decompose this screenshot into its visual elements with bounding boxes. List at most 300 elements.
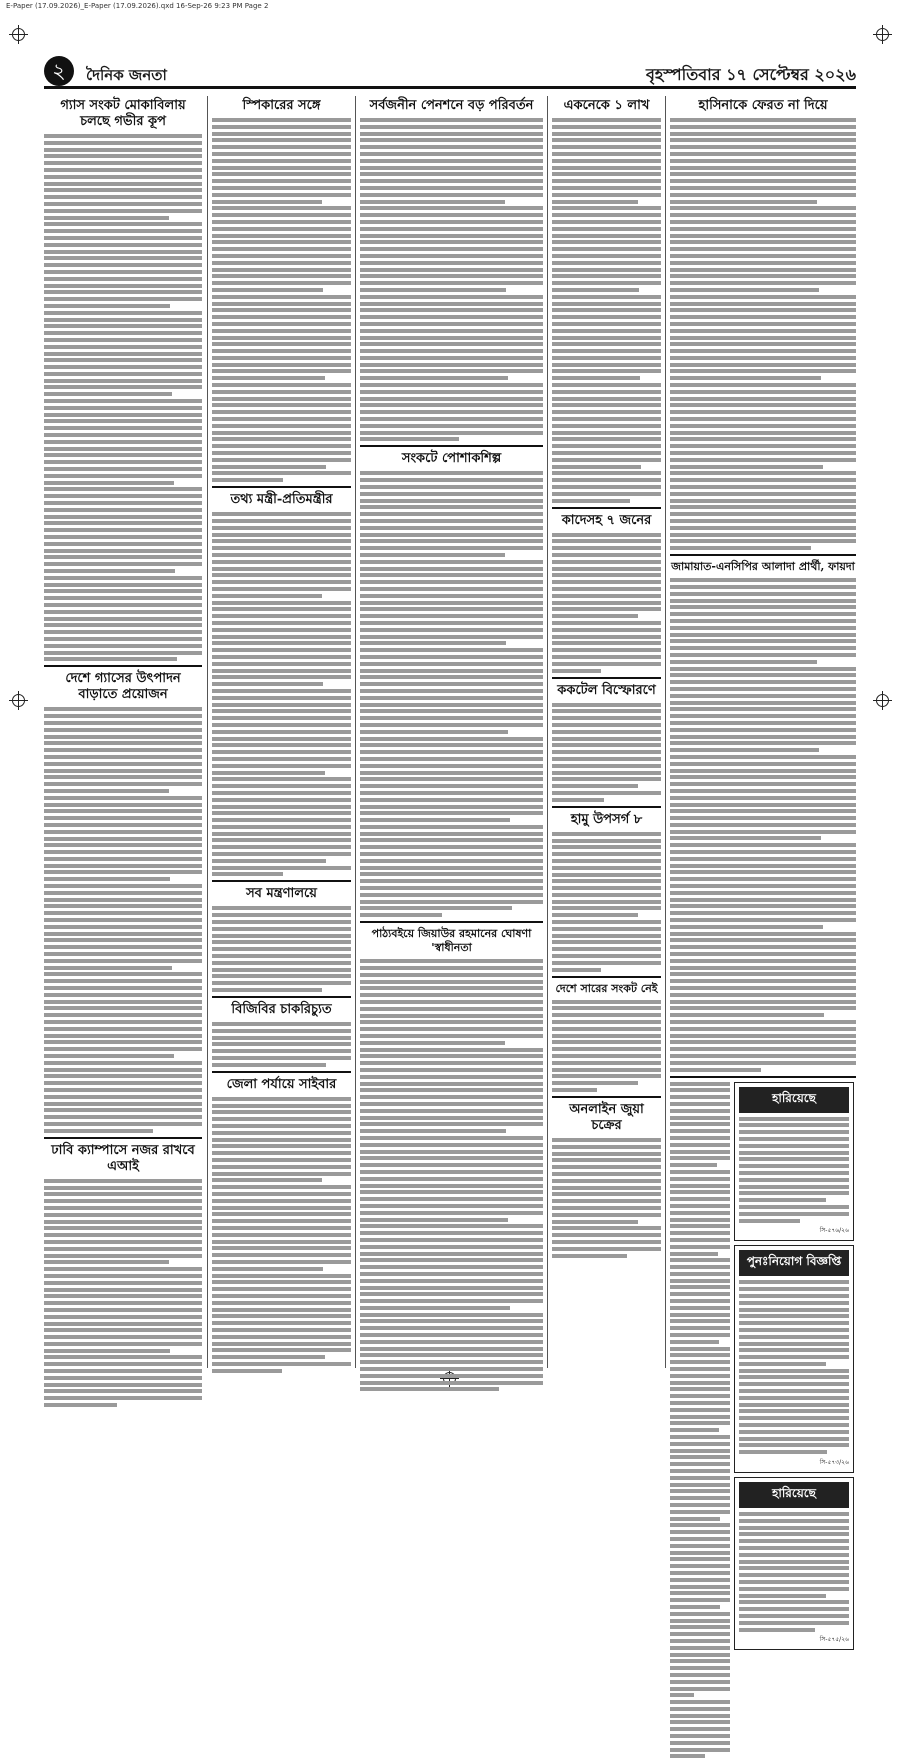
text-line-placeholder [739, 1205, 849, 1209]
text-line-placeholder [360, 1150, 543, 1154]
text-line-placeholder [44, 1274, 202, 1278]
text-line-placeholder [44, 644, 202, 648]
text-line-placeholder [360, 132, 543, 136]
text-line-placeholder [670, 898, 856, 902]
text-line-placeholder [552, 587, 661, 591]
text-line-placeholder [739, 1512, 849, 1516]
text-line-placeholder [670, 1741, 730, 1745]
text-line-placeholder [670, 356, 856, 360]
text-line-placeholder [739, 1573, 849, 1577]
text-line-placeholder [670, 803, 856, 807]
article-body [670, 1082, 730, 1759]
article-body [552, 118, 661, 503]
text-line-placeholder [44, 250, 202, 254]
text-line-placeholder [670, 1693, 694, 1697]
text-line-placeholder [212, 675, 351, 679]
text-line-placeholder [212, 1274, 351, 1278]
text-line-placeholder [552, 1179, 661, 1183]
text-line-placeholder [670, 1061, 856, 1065]
page-number: ২ [44, 56, 74, 86]
text-line-placeholder [670, 1143, 730, 1147]
text-line-placeholder [360, 1299, 543, 1303]
text-line-placeholder [552, 492, 661, 496]
text-line-placeholder [670, 261, 856, 265]
text-line-placeholder [360, 213, 543, 217]
text-line-placeholder [360, 791, 543, 795]
text-line-placeholder [552, 1226, 661, 1230]
text-line-placeholder [212, 1226, 351, 1230]
divider [552, 976, 661, 978]
text-line-placeholder [552, 431, 661, 435]
text-line-placeholder [44, 1315, 202, 1319]
registration-mark-icon [876, 694, 889, 707]
text-line-placeholder [212, 1294, 351, 1298]
text-line-placeholder [360, 959, 543, 963]
text-line-placeholder [360, 390, 543, 394]
text-line-placeholder [44, 1335, 202, 1339]
text-line-placeholder [44, 555, 202, 559]
text-line-placeholder [670, 1707, 730, 1711]
text-line-placeholder [360, 689, 543, 693]
text-line-placeholder [360, 601, 543, 605]
text-line-placeholder [739, 1416, 849, 1420]
text-line-placeholder [44, 460, 202, 464]
text-line-placeholder [670, 1394, 730, 1398]
text-line-placeholder [670, 891, 856, 895]
text-line-placeholder [212, 587, 351, 591]
text-line-placeholder [360, 1129, 506, 1133]
divider [552, 1096, 661, 1098]
text-line-placeholder [360, 1197, 543, 1201]
text-line-placeholder [670, 227, 856, 231]
text-line-placeholder [212, 805, 351, 809]
text-line-placeholder [670, 1680, 730, 1684]
text-line-placeholder [670, 1279, 730, 1283]
text-line-placeholder [360, 369, 543, 373]
text-line-placeholder [670, 451, 856, 455]
text-line-placeholder [670, 1020, 856, 1024]
text-line-placeholder [552, 560, 661, 564]
lost-ad-heading: হারিয়েছে [739, 1482, 849, 1508]
text-line-placeholder [670, 1598, 730, 1602]
text-line-placeholder [670, 1517, 720, 1521]
text-line-placeholder [670, 274, 856, 278]
text-line-placeholder [212, 662, 351, 666]
text-line-placeholder [670, 612, 856, 616]
text-line-placeholder [360, 424, 543, 428]
text-line-placeholder [670, 911, 856, 915]
text-line-placeholder [552, 703, 661, 707]
text-line-placeholder [670, 728, 856, 732]
text-line-placeholder [44, 911, 202, 915]
text-line-placeholder [360, 437, 459, 441]
text-line-placeholder [212, 342, 351, 346]
text-line-placeholder [552, 383, 661, 387]
text-line-placeholder [212, 1342, 351, 1346]
text-line-placeholder [212, 288, 323, 292]
text-line-placeholder [670, 1040, 856, 1044]
column-rule [207, 96, 208, 1368]
registration-mark-icon [12, 28, 25, 41]
text-line-placeholder [552, 614, 638, 618]
text-line-placeholder [212, 1110, 351, 1114]
divider [212, 996, 351, 998]
text-line-placeholder [44, 134, 202, 138]
text-line-placeholder [212, 777, 351, 781]
text-line-placeholder [552, 628, 661, 632]
text-line-placeholder [670, 1163, 717, 1167]
notice-heading: পুনঃনিয়োগ বিজ্ঞপ্তি [739, 1250, 849, 1276]
text-line-placeholder [44, 562, 202, 566]
text-line-placeholder [212, 791, 351, 795]
text-line-placeholder [44, 311, 202, 315]
text-line-placeholder [44, 837, 202, 841]
text-line-placeholder [44, 714, 202, 718]
text-line-placeholder [44, 610, 202, 614]
text-line-placeholder [670, 403, 856, 407]
text-line-placeholder [44, 569, 175, 573]
text-line-placeholder [670, 1401, 730, 1405]
text-line-placeholder [552, 1192, 661, 1196]
text-line-placeholder [552, 920, 661, 924]
column-rule [355, 96, 356, 1368]
text-line-placeholder [44, 1000, 202, 1004]
text-line-placeholder [739, 1409, 849, 1413]
text-line-placeholder [670, 1503, 730, 1507]
text-line-placeholder [44, 385, 202, 389]
text-line-placeholder [360, 206, 543, 210]
lost-ad-2 [734, 1477, 854, 1650]
text-line-placeholder [670, 410, 856, 414]
text-line-placeholder [44, 945, 202, 949]
text-line-placeholder [360, 757, 543, 761]
text-line-placeholder [360, 913, 442, 917]
text-line-placeholder [552, 839, 661, 843]
text-line-placeholder [212, 635, 351, 639]
text-line-placeholder [552, 329, 661, 333]
text-line-placeholder [360, 879, 543, 883]
text-line-placeholder [670, 1387, 730, 1391]
text-line-placeholder [552, 172, 661, 176]
headline-jamaat-ncp: জামায়াত-এনসিপির আলাদা প্রার্থী, ফায়দা [671, 560, 855, 574]
text-line-placeholder [44, 481, 174, 485]
text-line-placeholder [552, 1206, 661, 1210]
text-line-placeholder [212, 553, 351, 557]
text-line-placeholder [670, 1374, 730, 1378]
text-line-placeholder [44, 986, 202, 990]
text-line-placeholder [670, 701, 856, 705]
text-line-placeholder [552, 961, 661, 965]
text-line-placeholder [212, 689, 351, 693]
text-line-placeholder [670, 972, 856, 976]
text-line-placeholder [552, 145, 661, 149]
text-line-placeholder [360, 376, 508, 380]
text-line-placeholder [360, 138, 543, 142]
text-line-placeholder [670, 721, 856, 725]
text-line-placeholder [670, 1687, 730, 1691]
text-line-placeholder [360, 254, 543, 258]
text-line-placeholder [739, 1287, 849, 1291]
text-line-placeholder [552, 302, 661, 306]
text-line-placeholder [360, 383, 543, 387]
text-line-placeholder [212, 1212, 351, 1216]
text-line-placeholder [360, 1387, 499, 1391]
text-line-placeholder [212, 329, 351, 333]
text-line-placeholder [44, 762, 202, 766]
text-line-placeholder [360, 1095, 543, 1099]
text-line-placeholder [670, 1530, 730, 1534]
text-line-placeholder [360, 635, 543, 639]
text-line-placeholder [44, 515, 202, 519]
text-line-placeholder [44, 657, 177, 661]
text-line-placeholder [212, 757, 351, 761]
text-line-placeholder [212, 356, 351, 360]
divider [360, 921, 543, 923]
text-line-placeholder [360, 560, 543, 564]
headline-all-ministries: সব মন্ত্রণালয়ে [246, 886, 317, 902]
text-line-placeholder [212, 322, 351, 326]
text-line-placeholder [670, 376, 821, 380]
text-line-placeholder [670, 1449, 730, 1453]
text-line-placeholder [360, 1170, 543, 1174]
text-line-placeholder [360, 1027, 543, 1031]
text-line-placeholder [670, 599, 856, 603]
text-line-placeholder [44, 1040, 202, 1044]
text-line-placeholder [212, 1355, 325, 1359]
text-line-placeholder [670, 458, 856, 462]
text-line-placeholder [360, 315, 543, 319]
text-line-placeholder [670, 166, 856, 170]
text-line-placeholder [360, 1224, 543, 1228]
text-line-placeholder [44, 392, 172, 396]
text-line-placeholder [360, 723, 543, 727]
text-line-placeholder [212, 1178, 322, 1182]
text-line-placeholder [360, 716, 543, 720]
text-line-placeholder [670, 619, 856, 623]
text-line-placeholder [670, 646, 856, 650]
text-line-placeholder [44, 331, 202, 335]
text-line-placeholder [44, 748, 202, 752]
text-line-placeholder [44, 1362, 202, 1366]
text-line-placeholder [670, 762, 856, 766]
text-line-placeholder [44, 154, 202, 158]
text-line-placeholder [212, 784, 351, 788]
text-line-placeholder [670, 1265, 730, 1269]
text-line-placeholder [670, 1367, 730, 1371]
text-line-placeholder [360, 986, 543, 990]
text-line-placeholder [739, 1342, 849, 1346]
text-line-placeholder [360, 145, 543, 149]
text-line-placeholder [360, 478, 543, 482]
text-line-placeholder [44, 966, 172, 970]
text-line-placeholder [670, 234, 856, 238]
text-line-placeholder [670, 145, 856, 149]
text-line-placeholder [360, 1068, 543, 1072]
text-line-placeholder [44, 789, 169, 793]
text-line-placeholder [44, 1081, 202, 1085]
text-line-placeholder [44, 904, 202, 908]
text-line-placeholder [44, 399, 202, 403]
article-body [212, 906, 351, 992]
text-line-placeholder [212, 363, 351, 367]
text-line-placeholder [212, 1219, 351, 1223]
text-line-placeholder [360, 553, 505, 557]
text-line-placeholder [552, 281, 661, 285]
text-line-placeholder [670, 592, 856, 596]
text-line-placeholder [44, 141, 202, 145]
text-line-placeholder [670, 952, 856, 956]
text-line-placeholder [552, 709, 661, 713]
text-line-placeholder [44, 735, 202, 739]
text-line-placeholder [360, 234, 543, 238]
text-line-placeholder [360, 980, 543, 984]
text-line-placeholder [44, 1186, 202, 1190]
text-line-placeholder [670, 383, 856, 387]
text-line-placeholder [670, 775, 856, 779]
text-line-placeholder [212, 1233, 351, 1237]
text-line-placeholder [739, 1560, 849, 1564]
text-line-placeholder [670, 830, 856, 834]
text-line-placeholder [44, 535, 202, 539]
text-line-placeholder [212, 444, 351, 448]
text-line-placeholder [44, 352, 202, 356]
text-line-placeholder [670, 1095, 730, 1099]
text-line-placeholder [739, 1594, 826, 1598]
text-line-placeholder [212, 947, 351, 951]
text-line-placeholder [552, 465, 641, 469]
ad-code: সি-৫৭৩/২৬ [819, 1459, 849, 1467]
text-line-placeholder [552, 274, 661, 278]
text-line-placeholder [44, 338, 202, 342]
text-line-placeholder [44, 925, 202, 929]
text-line-placeholder [552, 1034, 661, 1038]
text-line-placeholder [552, 879, 661, 883]
text-line-placeholder [552, 757, 661, 761]
text-line-placeholder [552, 336, 661, 340]
text-line-placeholder [670, 302, 856, 306]
text-line-placeholder [212, 247, 351, 251]
text-line-placeholder [44, 1281, 202, 1285]
text-line-placeholder [670, 945, 856, 949]
text-line-placeholder [212, 349, 351, 353]
text-line-placeholder [670, 492, 856, 496]
text-line-placeholder [44, 857, 202, 861]
text-line-placeholder [360, 709, 543, 713]
headline-cocktail-blast: ককটেল বিস্ফোরণে [557, 682, 656, 698]
text-line-placeholder [739, 1308, 849, 1312]
article-body [670, 118, 856, 550]
text-line-placeholder [670, 1034, 856, 1038]
text-line-placeholder [670, 735, 856, 739]
text-line-placeholder [739, 1621, 849, 1625]
reappointment-notice [734, 1245, 854, 1473]
text-line-placeholder [552, 934, 661, 938]
text-line-placeholder [739, 1294, 849, 1298]
text-line-placeholder [44, 304, 170, 308]
text-line-placeholder [212, 138, 351, 142]
text-line-placeholder [360, 274, 543, 278]
text-line-placeholder [552, 132, 661, 136]
text-line-placeholder [44, 769, 202, 773]
text-line-placeholder [670, 533, 856, 537]
text-line-placeholder [670, 1605, 720, 1609]
text-line-placeholder [44, 467, 202, 471]
text-line-placeholder [670, 363, 856, 367]
article-body [44, 707, 202, 1132]
text-line-placeholder [44, 1206, 202, 1210]
text-line-placeholder [44, 870, 202, 874]
text-line-placeholder [552, 166, 661, 170]
text-line-placeholder [360, 872, 543, 876]
text-line-placeholder [552, 376, 640, 380]
text-line-placeholder [360, 342, 543, 346]
headline-district-cyber: জেলা পর্যায়ে সাইবার [226, 1076, 337, 1092]
text-line-placeholder [670, 1224, 730, 1228]
text-line-placeholder [212, 988, 322, 992]
headline-gas-production: দেশে গ্যাসের উৎপাদন বাড়াতে প্রয়োজন [65, 671, 181, 703]
text-line-placeholder [212, 961, 351, 965]
text-line-placeholder [739, 1526, 849, 1530]
text-line-placeholder [44, 195, 202, 199]
text-line-placeholder [212, 132, 351, 136]
text-line-placeholder [670, 1646, 730, 1650]
text-line-placeholder [360, 838, 543, 842]
text-line-placeholder [360, 1272, 543, 1276]
text-line-placeholder [360, 295, 543, 299]
text-line-placeholder [44, 419, 202, 423]
text-line-placeholder [552, 295, 661, 299]
text-line-placeholder [670, 918, 856, 922]
text-line-placeholder [670, 1088, 730, 1092]
text-line-placeholder [360, 200, 505, 204]
text-line-placeholder [212, 716, 351, 720]
text-line-placeholder [670, 132, 856, 136]
text-line-placeholder [670, 1442, 730, 1446]
text-line-placeholder [552, 471, 661, 475]
text-line-placeholder [552, 356, 661, 360]
text-line-placeholder [212, 1240, 351, 1244]
text-line-placeholder [670, 1748, 730, 1752]
text-line-placeholder [670, 1625, 730, 1629]
text-line-placeholder [360, 1258, 543, 1262]
text-line-placeholder [44, 979, 202, 983]
text-line-placeholder [360, 805, 543, 809]
text-line-placeholder [552, 893, 661, 897]
text-line-placeholder [212, 669, 351, 673]
text-line-placeholder [360, 1116, 543, 1120]
text-line-placeholder [739, 1600, 849, 1604]
text-line-placeholder [670, 694, 856, 698]
text-line-placeholder [212, 295, 351, 299]
divider [44, 1137, 202, 1139]
text-line-placeholder [44, 379, 202, 383]
text-line-placeholder [552, 458, 661, 462]
text-line-placeholder [360, 1048, 543, 1052]
text-line-placeholder [44, 576, 202, 580]
text-line-placeholder [212, 1280, 351, 1284]
headline-info-minister: তথ্য মন্ত্রী-প্রতিমন্ত্রীর [230, 492, 333, 508]
text-line-placeholder [212, 1117, 351, 1121]
text-line-placeholder [552, 424, 661, 428]
text-line-placeholder [670, 1700, 730, 1704]
text-line-placeholder [212, 193, 351, 197]
text-line-placeholder [212, 1246, 351, 1250]
text-line-placeholder [44, 741, 202, 745]
text-line-placeholder [552, 1220, 638, 1224]
text-line-placeholder [670, 1720, 730, 1724]
text-line-placeholder [552, 900, 661, 904]
text-line-placeholder [552, 1240, 661, 1244]
